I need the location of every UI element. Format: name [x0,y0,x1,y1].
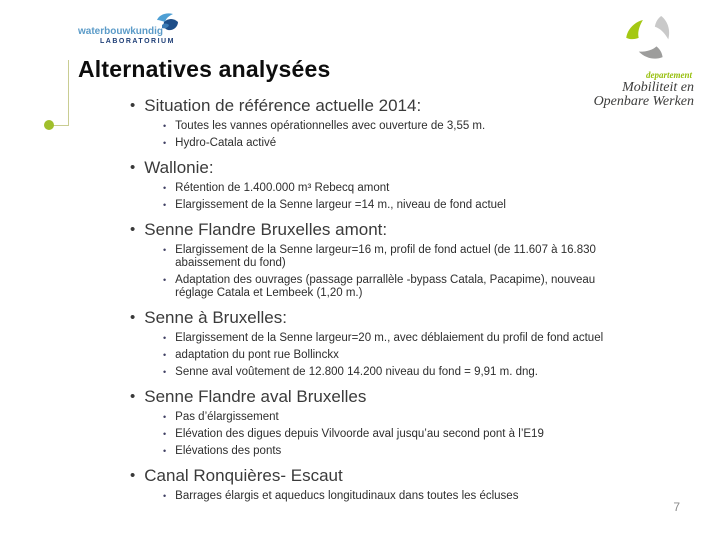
bullet-item-label: Elargissement de la Senne largeur =14 m., niveau de fond actuel [175,199,506,211]
bullet-item [163,411,650,424]
accent-horizontal-line [52,125,69,126]
section-heading-label: Wallonie: [144,158,214,177]
accent-vertical-line [68,60,69,125]
page-number: 7 [673,500,680,514]
bullet-icon: • [130,221,136,238]
section-heading [130,308,650,328]
bullet-item-label: Hydro-Catala activé [175,137,277,149]
section-heading [130,220,650,240]
laboratorium-wordmark: LABORATORIUM [100,38,175,45]
section [130,220,650,300]
pinwheel-icon [622,10,678,64]
section [130,158,650,212]
bullet-item [163,445,650,458]
bullet-item-label: Toutes les vannes opérationnelles avec ouverture de 3,55 m. [175,120,486,132]
bullet-item [163,349,650,362]
bullet-icon: • [163,350,167,360]
bullet-item [163,137,650,150]
bullet-icon: • [163,138,167,148]
bullet-item-label: adaptation du pont rue Bollinckx [175,349,339,361]
bullet-item-label: Elévations des ponts [175,445,282,457]
bullet-item [163,366,650,379]
section-heading [130,466,650,486]
bullet-item [163,274,650,300]
bullet-icon: • [163,245,167,255]
mobiliteit-label: Mobiliteit en [622,80,694,95]
bullet-icon: • [163,367,167,377]
section [130,96,650,150]
bullet-item-label: Elargissement de la Senne largeur=16 m, profil de fond actuel (de 11.607 à 16.830 abaissement du fond) [175,244,596,269]
section-heading-label: Senne Flandre Bruxelles amont: [144,220,388,239]
waterbouwkundig-wordmark: waterbouwkundig [78,26,163,37]
bullet-item-label: Barrages élargis et aqueducs longitudinaux dans toutes les écluses [175,490,519,502]
section-heading-label: Canal Ronquières- Escaut [144,466,343,485]
bullet-item [163,120,650,133]
bullet-item-label: Senne aval voûtement de 12.800 14.200 niveau du fond = 9,91 m. dng. [175,366,539,378]
mow-department-logo [566,10,696,109]
bullet-item-label: Adaptation des ouvrages (passage parrallèle -bypass Catala, Pacapime), nouveau réglage Catala et Lembeek (1,20 m.) [175,274,596,299]
section [130,466,650,503]
section-heading [130,96,650,116]
departement-label: departement [646,70,692,80]
bullet-item [163,182,650,195]
bullet-icon: • [163,412,167,422]
bullet-item-label: Pas d’élargissement [175,411,279,423]
bullet-icon: • [163,491,167,501]
section [130,308,650,379]
section [130,387,650,458]
bullet-icon: • [163,275,167,285]
bullet-icon: • [163,333,167,343]
bullet-icon: • [163,183,167,193]
section-heading [130,387,650,407]
section-heading-label: Situation de référence actuelle 2014: [144,96,422,115]
bullet-icon: • [163,429,167,439]
accent-dot [44,120,54,130]
bullet-icon: • [130,467,136,484]
section-heading-label: Senne Flandre aval Bruxelles [144,387,367,406]
bullet-icon: • [130,388,136,405]
slide-title: Alternatives analysées [78,56,331,82]
bullet-icon: • [163,200,167,210]
bullet-item-label: Elargissement de la Senne largeur=20 m., avec déblaiement du profil de fond actuel [175,332,604,344]
bullet-list [130,90,650,507]
bullet-icon: • [163,121,167,131]
bullet-item [163,199,650,212]
waterbouwkundig-logo [78,8,174,48]
openbare-werken-label: Openbare Werken [593,94,694,109]
bullet-icon: • [130,309,136,326]
bullet-item [163,490,650,503]
bullet-icon: • [130,97,136,114]
bullet-item-label: Rétention de 1.400.000 m³ Rebecq amont [175,182,390,194]
bullet-icon: • [130,159,136,176]
bullet-item [163,244,650,270]
bullet-icon: • [163,446,167,456]
bullet-item-label: Elévation des digues depuis Vilvoorde aval jusqu’au second pont à l’E19 [175,428,544,440]
bullet-item [163,332,650,345]
bullet-item [163,428,650,441]
section-heading-label: Senne à Bruxelles: [144,308,287,327]
section-heading [130,158,650,178]
